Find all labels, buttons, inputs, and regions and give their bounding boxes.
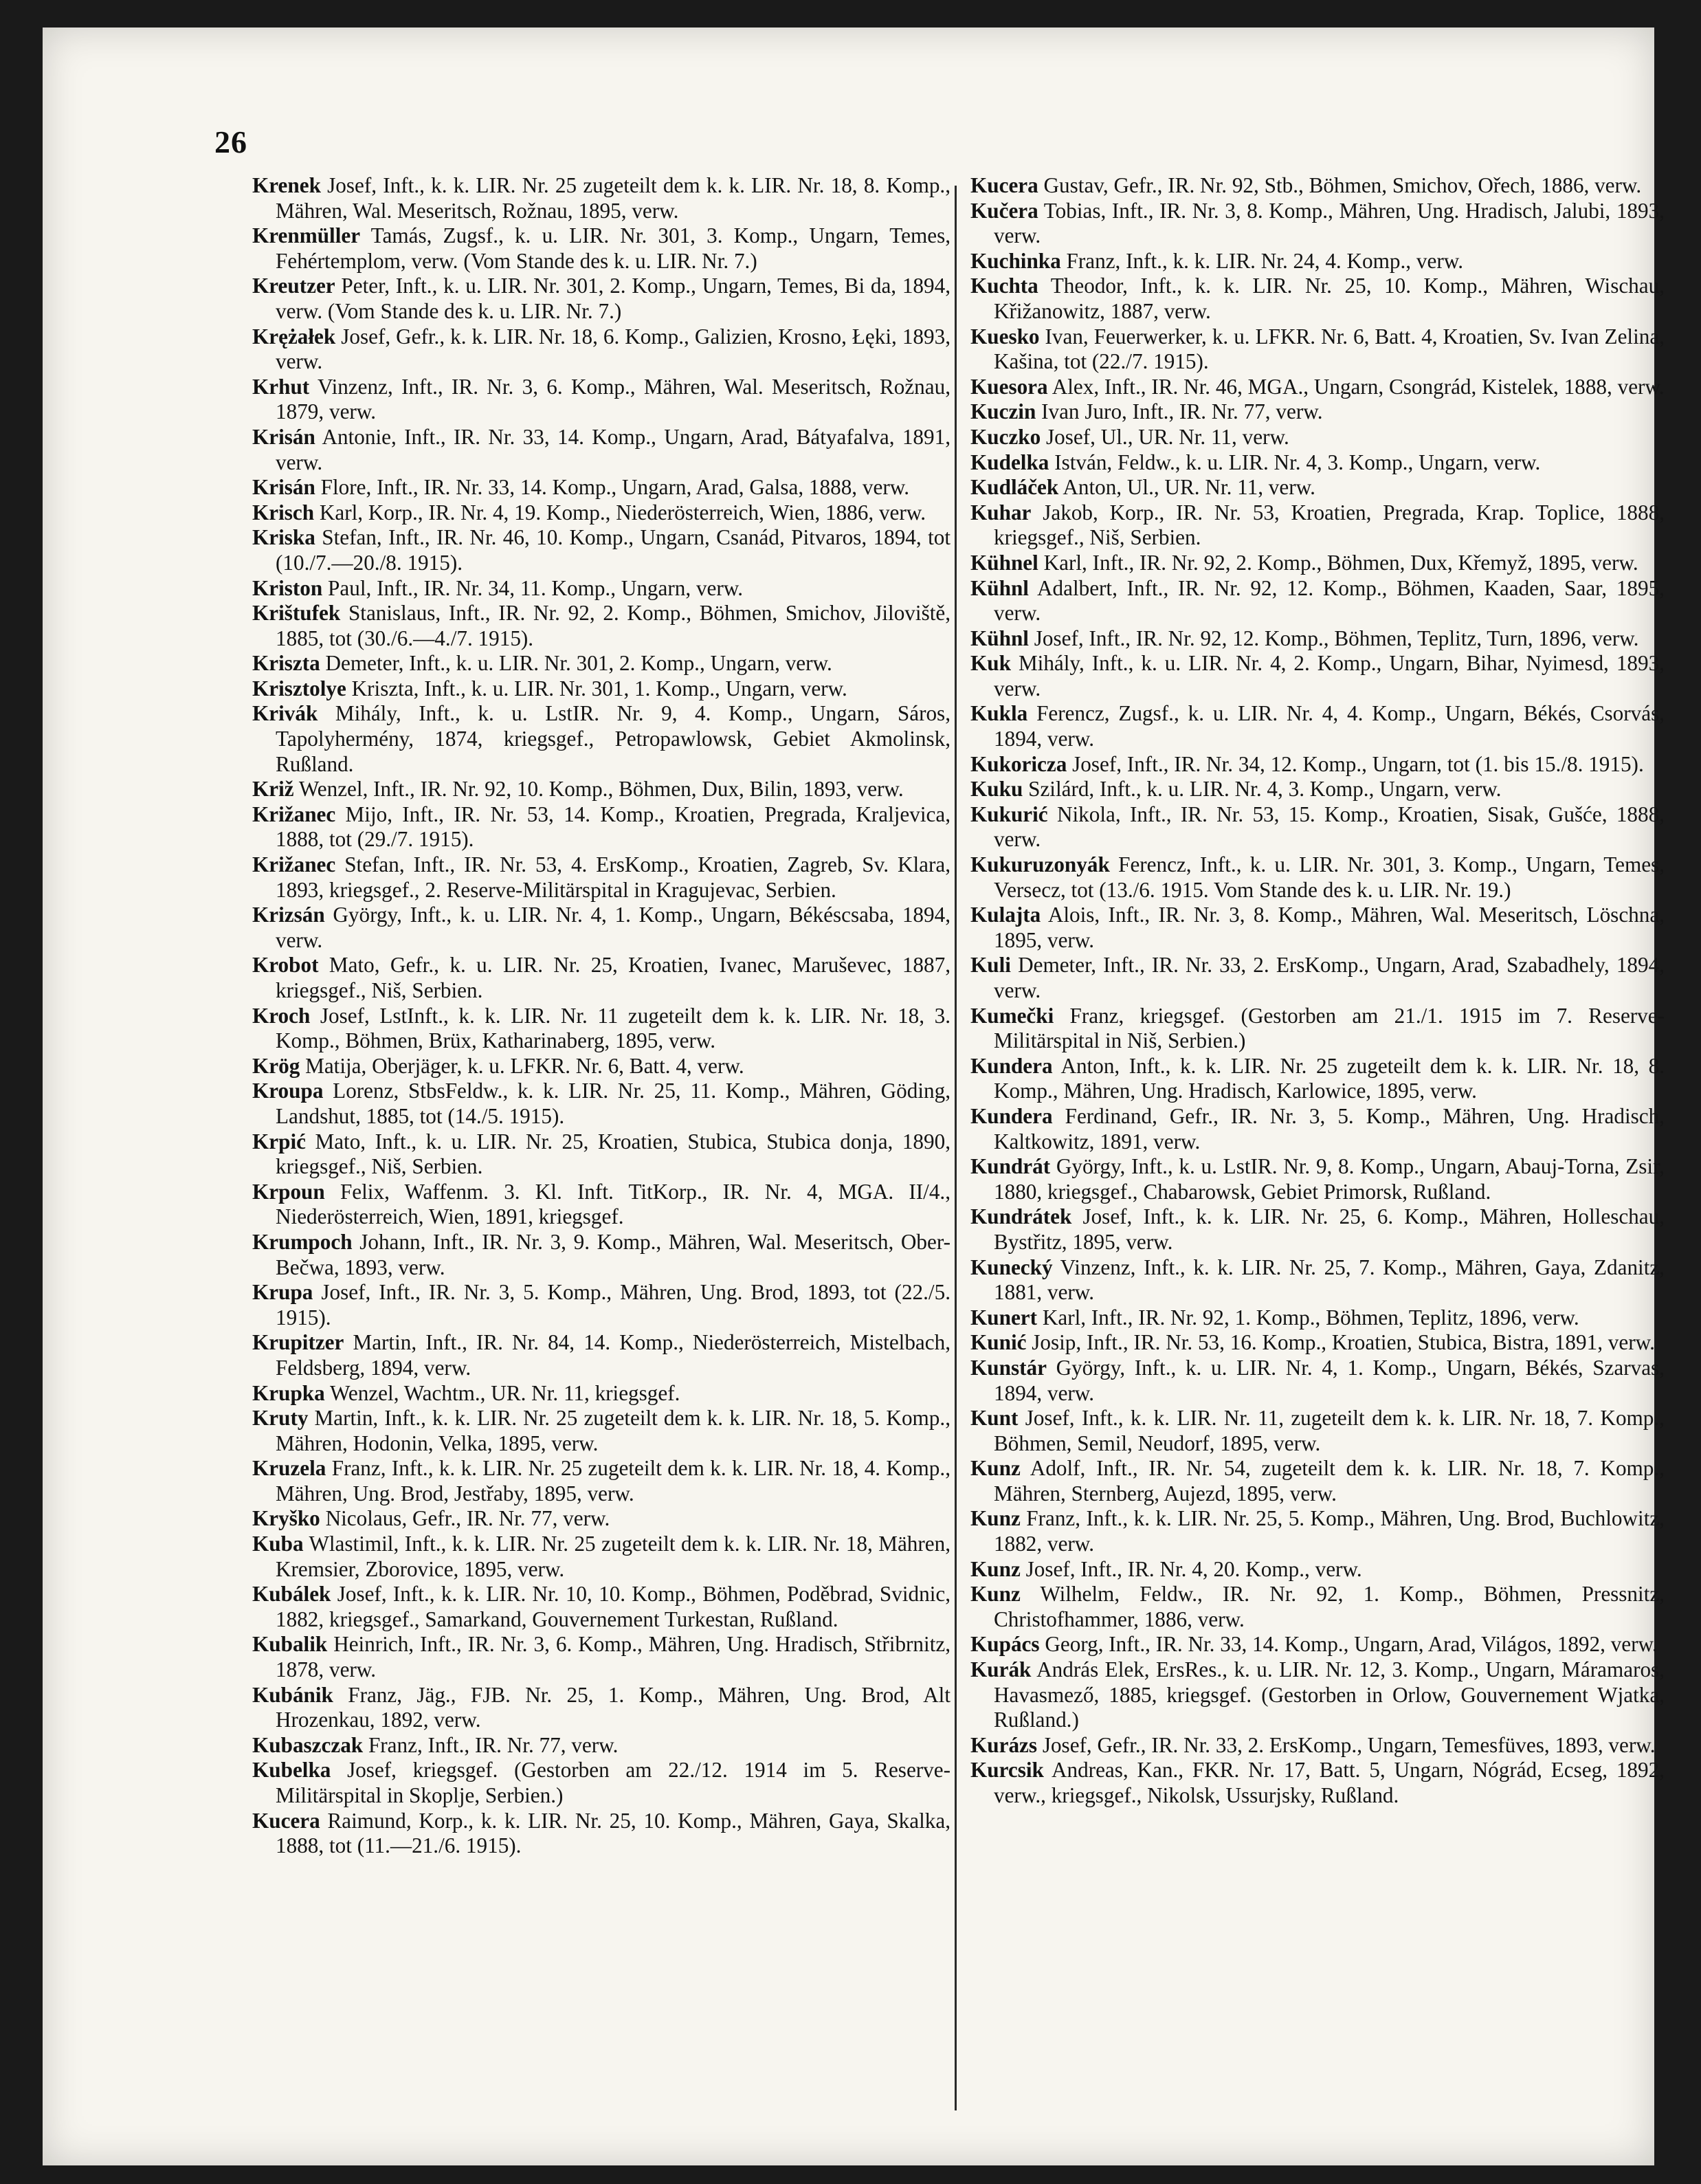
list-entry — [970, 626, 1665, 652]
left-column — [252, 173, 950, 1859]
entry-details: Josef, Inft., k. k. LIR. Nr. 11, zugeteilt dem k. k. LIR. Nr. 18, 7. Komp., Böhmen, Semil, Neudorf, 1895, verw. — [994, 1406, 1665, 1455]
entry-details: Martin, Inft., IR. Nr. 84, 14. Komp., Niederösterreich, Mistelbach, Feldsberg, 1894, verw. — [276, 1330, 950, 1380]
entry-surname: Kunz — [970, 1582, 1021, 1607]
entry-details: Paul, Inft., IR. Nr. 34, 11. Komp., Ungarn, verw. — [328, 575, 744, 600]
entry-surname: Krupitzer — [252, 1330, 344, 1355]
entry-details: Wilhelm, Feldw., IR. Nr. 92, 1. Komp., Böhmen, Pressnitz, Christofhammer, 1886, verw. — [994, 1582, 1665, 1631]
entry-details: Ferdinand, Gefr., IR. Nr. 3, 5. Komp., Mähren, Ung. Hradisch, Kaltkowitz, 1891, verw. — [994, 1103, 1665, 1154]
list-entry — [970, 450, 1665, 476]
entry-surname: Kreutzer — [252, 274, 335, 298]
list-entry — [970, 1406, 1665, 1456]
list-entry — [970, 903, 1665, 953]
entry-details: Nicolaus, Gefr., IR. Nr. 77, verw. — [325, 1506, 610, 1531]
entry-details: Matija, Oberjäger, k. u. LFKR. Nr. 6, Batt. 4, verw. — [305, 1053, 744, 1078]
entry-surname: Kukuruzonyák — [970, 852, 1110, 877]
entry-surname: Kukoricza — [970, 751, 1067, 776]
entry-details: Raimund, Korp., k. k. LIR. Nr. 25, 10. Komp., Mähren, Gaya, Skalka, 1888, tot (11.—21./6. 1915). — [276, 1808, 951, 1858]
entry-surname: Kučera — [970, 198, 1038, 223]
list-entry — [252, 852, 950, 903]
list-entry — [252, 1230, 950, 1280]
list-entry — [970, 852, 1665, 903]
list-entry — [252, 1079, 950, 1129]
entry-details: Theodor, Inft., k. k. LIR. Nr. 25, 10. Komp., Mähren, Wischau, Křižanowitz, 1887, verw. — [994, 274, 1665, 323]
entry-surname: Krisán — [252, 424, 315, 449]
entry-details: Ivan Juro, Inft., IR. Nr. 77, verw. — [1041, 399, 1323, 424]
entry-details: Martin, Inft., k. k. LIR. Nr. 25 zugeteilt dem k. k. LIR. Nr. 18, 5. Komp., Mähren, Hodonin, Velka, 1895, verw. — [276, 1406, 950, 1455]
entry-details: Szilárd, Inft., k. u. LIR. Nr. 4, 3. Komp., Ungarn, verw. — [1028, 777, 1502, 802]
entry-surname: Krpoun — [252, 1179, 325, 1204]
entry-details: Mato, Gefr., k. u. LIR. Nr. 25, Kroatien, Ivanec, Maruševec, 1887, kriegsgef., Niš, Serbien. — [276, 953, 951, 1002]
entry-surname: Krisztolye — [252, 676, 346, 701]
list-entry — [970, 1632, 1665, 1657]
entry-details: Mihály, Inft., k. u. LstIR. Nr. 9, 4. Komp., Ungarn, Sáros, Tapolyhermény, 1874, kriegsgef., Petropawlowsk, Gebiet Akmolinsk, Rußland. — [276, 701, 950, 776]
entry-surname: Kubalik — [252, 1632, 328, 1657]
entry-details: István, Feldw., k. u. LIR. Nr. 4, 3. Komp., Ungarn, verw. — [1054, 450, 1541, 474]
entry-details: Josef, Inft., IR. Nr. 92, 12. Komp., Böhmen, Teplitz, Turn, 1896, verw. — [1034, 626, 1639, 650]
list-entry — [252, 525, 950, 575]
list-entry — [970, 199, 1665, 249]
entry-surname: Krenek — [252, 173, 321, 197]
entry-details: Jakob, Korp., IR. Nr. 53, Kroatien, Pregrada, Krap. Toplice, 1888, kriegsgef., Niš, Serbien. — [994, 500, 1665, 550]
entry-surname: Kriston — [252, 575, 323, 600]
entry-surname: Krpić — [252, 1129, 306, 1154]
entry-details: Adalbert, Inft., IR. Nr. 92, 12. Komp., Böhmen, Kaaden, Saar, 1895, verw. — [994, 575, 1665, 626]
entry-details: Franz, kriegsgef. (Gestorben am 21./1. 1915 im 7. Reserve-Militärspital in Niš, Serbien.) — [994, 1003, 1665, 1053]
entry-surname: Kukla — [970, 701, 1028, 726]
page-number: 26 — [214, 124, 247, 159]
entry-details: Mijo, Inft., IR. Nr. 53, 14. Komp., Kroatien, Pregrada, Kraljevica, 1888, tot (29./7. 1915). — [276, 802, 951, 852]
list-entry — [252, 953, 950, 1003]
list-entry — [252, 425, 950, 475]
entry-details: Nikola, Inft., IR. Nr. 53, 15. Komp., Kroatien, Sisak, Gušće, 1888, verw. — [994, 802, 1665, 852]
list-entry — [970, 399, 1665, 425]
entry-surname: Kuesko — [970, 324, 1040, 349]
entry-surname: Križ — [252, 777, 294, 802]
list-entry — [252, 802, 950, 852]
list-entry — [970, 1154, 1665, 1204]
list-entry — [252, 1004, 950, 1054]
list-entry — [970, 576, 1665, 626]
entry-details: Josef, kriegsgef. (Gestorben am 22./12. 1914 im 5. Reserve-Militärspital in Skoplje, Serbien.) — [276, 1758, 950, 1807]
list-entry — [252, 375, 950, 425]
entry-details: Demeter, Inft., k. u. LIR. Nr. 301, 2. Komp., Ungarn, verw. — [325, 651, 832, 676]
entry-surname: Kuku — [970, 777, 1023, 802]
entry-details: Stanislaus, Inft., IR. Nr. 92, 2. Komp., Böhmen, Smichov, Jiloviště, 1885, tot (30./6.—4./7. 1915). — [276, 601, 951, 650]
entry-surname: Krisch — [252, 500, 315, 525]
list-entry — [970, 1733, 1665, 1758]
list-entry — [970, 1506, 1665, 1556]
list-entry — [970, 500, 1665, 551]
list-entry — [970, 651, 1665, 701]
entry-surname: Kucera — [252, 1808, 320, 1833]
entry-details: Wlastimil, Inft., k. k. LIR. Nr. 25 zugeteilt dem k. k. LIR. Nr. 18, Mähren, Kremsier, Zborovice, 1895, verw. — [276, 1532, 951, 1581]
entry-details: Wenzel, Wachtm., UR. Nr. 11, kriegsgef. — [329, 1380, 680, 1405]
entry-surname: Kundera — [970, 1053, 1053, 1078]
entry-surname: Krupa — [252, 1280, 313, 1305]
entry-details: Tobias, Inft., IR. Nr. 3, 8. Komp., Mähren, Ung. Hradisch, Jalubi, 1893, verw. — [994, 198, 1665, 248]
entry-details: Josip, Inft., IR. Nr. 53, 16. Komp., Kroatien, Stubica, Bistra, 1891, verw. — [1032, 1330, 1655, 1355]
list-entry — [252, 777, 950, 802]
entry-surname: Kriska — [252, 525, 315, 550]
entry-details: György, Inft., k. u. LstIR. Nr. 9, 8. Komp., Ungarn, Abauj-Torna, Zsir, 1880, kriegsgef., Chabarowsk, Gebiet Primorsk, Rußland. — [994, 1154, 1665, 1204]
entry-surname: Kuhar — [970, 500, 1032, 525]
list-entry — [970, 1255, 1665, 1305]
entry-details: Felix, Waffenm. 3. Kl. Inft. TitKorp., IR. Nr. 4, MGA. II/4., Niederösterreich, Wien, 1891, kriegsgef. — [276, 1179, 951, 1229]
list-entry — [252, 1406, 950, 1456]
entry-details: Franz, Inft., k. k. LIR. Nr. 24, 4. Komp., verw. — [1066, 248, 1464, 273]
entry-details: Anton, Ul., UR. Nr. 11, verw. — [1063, 475, 1315, 500]
entry-details: György, Inft., k. u. LIR. Nr. 4, 1. Komp., Ungarn, Békéscsaba, 1894, verw. — [276, 903, 951, 952]
entry-details: Ferencz, Zugsf., k. u. LIR. Nr. 4, 4. Komp., Ungarn, Békés, Csorvás, 1894, verw. — [994, 701, 1665, 751]
entry-details: Stefan, Inft., IR. Nr. 46, 10. Komp., Ungarn, Csanád, Pitvaros, 1894, tot (10./7.—20./8. 1915). — [276, 525, 950, 575]
list-entry — [970, 777, 1665, 802]
list-entry — [970, 1657, 1665, 1733]
entry-surname: Kuchta — [970, 274, 1038, 298]
entry-details: Josef, Inft., IR. Nr. 34, 12. Komp., Ungarn, tot (1. bis 15./8. 1915). — [1072, 751, 1644, 776]
entry-surname: Kunz — [970, 1506, 1021, 1531]
list-entry — [970, 1004, 1665, 1054]
entry-details: Kriszta, Inft., k. u. LIR. Nr. 301, 1. Komp., Ungarn, verw. — [351, 676, 847, 701]
entry-surname: Kunt — [970, 1406, 1019, 1431]
entry-details: Mato, Inft., k. u. LIR. Nr. 25, Kroatien, Stubica, Stubica donja, 1890, kriegsgef., Niš, Serbien. — [276, 1129, 951, 1179]
list-entry — [970, 324, 1665, 375]
entry-details: Peter, Inft., k. u. LIR. Nr. 301, 2. Komp., Ungarn, Temes, Bi da, 1894, verw. (Vom Stande des k. u. LIR. Nr. 7.) — [276, 274, 950, 323]
column-divider — [955, 186, 957, 2110]
entry-details: Josef, Inft., k. k. LIR. Nr. 10, 10. Komp., Böhmen, Poděbrad, Svidnic, 1882, kriegsgef., Samarkand, Gouvernement Turkestan, Rußland. — [276, 1582, 951, 1631]
entry-details: Ivan, Feuerwerker, k. u. LFKR. Nr. 6, Batt. 4, Kroatien, Sv. Ivan Zelina, Kašina, tot (22./7. 1915). — [994, 324, 1665, 374]
list-entry — [252, 1632, 950, 1682]
entry-details: Mihály, Inft., k. u. LIR. Nr. 4, 2. Komp., Ungarn, Bihar, Nyimesd, 1893, verw. — [994, 651, 1665, 701]
list-entry — [252, 1280, 950, 1330]
entry-surname: Kulajta — [970, 903, 1041, 927]
entry-surname: Kuczin — [970, 399, 1036, 424]
list-entry — [970, 1054, 1665, 1104]
entry-details: Demeter, Inft., IR. Nr. 33, 2. ErsKomp., Ungarn, Arad, Szabadhely, 1894, verw. — [994, 953, 1665, 1002]
list-entry — [252, 1683, 950, 1733]
entry-surname: Kuk — [970, 651, 1011, 676]
entry-surname: Krivák — [252, 701, 318, 726]
list-entry — [970, 1582, 1665, 1632]
entry-details: Franz, Jäg., FJB. Nr. 25, 1. Komp., Mähren, Ung. Brod, Alt Hrozenkau, 1892, verw. — [276, 1682, 951, 1732]
entry-details: Heinrich, Inft., IR. Nr. 3, 6. Komp., Mähren, Ung. Hradisch, Střibrnitz, 1878, verw. — [276, 1632, 950, 1682]
entry-details: Ferencz, Inft., k. u. LIR. Nr. 301, 3. Komp., Ungarn, Temes, Versecz, tot (13./6. 1915. Vom Stande des k. u. LIR. Nr. 19.) — [994, 852, 1665, 902]
list-entry — [252, 1809, 950, 1859]
list-entry — [252, 701, 950, 777]
entry-surname: Kunecký — [970, 1255, 1053, 1279]
entry-surname: Kubelka — [252, 1758, 331, 1783]
entry-surname: Kundrátek — [970, 1204, 1072, 1229]
entry-surname: Krobot — [252, 953, 319, 978]
list-entry — [970, 475, 1665, 500]
entry-details: György, Inft., k. u. LIR. Nr. 4, 1. Komp., Ungarn, Békés, Szarvas, 1894, verw. — [994, 1355, 1665, 1405]
list-entry — [252, 1381, 950, 1407]
list-entry — [970, 551, 1665, 576]
entry-surname: Kroch — [252, 1003, 311, 1028]
entry-surname: Križanec — [252, 802, 336, 826]
entry-details: Wenzel, Inft., IR. Nr. 92, 10. Komp., Böhmen, Dux, Bilin, 1893, verw. — [298, 777, 904, 802]
list-entry — [252, 903, 950, 953]
list-entry — [252, 173, 950, 223]
list-entry — [252, 1506, 950, 1532]
entry-surname: Kuli — [970, 953, 1011, 978]
entry-surname: Kunz — [970, 1556, 1021, 1581]
entry-details: Vinzenz, Inft., k. k. LIR. Nr. 25, 7. Komp., Mähren, Gaya, Zdanitz, 1881, verw. — [994, 1255, 1665, 1305]
entry-details: Alois, Inft., IR. Nr. 3, 8. Komp., Mähren, Wal. Meseritsch, Löschna, 1895, verw. — [994, 903, 1665, 952]
list-entry — [970, 1104, 1665, 1154]
entry-surname: Kubálek — [252, 1582, 331, 1607]
entry-surname: Kuczko — [970, 424, 1041, 449]
entry-surname: Kundrát — [970, 1154, 1051, 1179]
list-entry — [252, 1733, 950, 1758]
entry-surname: Kurák — [970, 1657, 1032, 1682]
entry-details: Tamás, Zugsf., k. u. LIR. Nr. 301, 3. Komp., Ungarn, Temes, Fehértemplom, verw. (Vom Stande des k. u. LIR. Nr. 7.) — [276, 223, 950, 273]
entry-surname: Kunstár — [970, 1355, 1047, 1380]
list-entry — [252, 274, 950, 324]
list-entry — [970, 953, 1665, 1003]
entry-surname: Krumpoch — [252, 1229, 353, 1254]
list-entry — [970, 1305, 1665, 1331]
entry-surname: Krög — [252, 1053, 300, 1078]
list-entry — [970, 1330, 1665, 1356]
entry-surname: Kruzela — [252, 1456, 326, 1481]
entry-surname: Kunert — [970, 1305, 1038, 1330]
entry-surname: Kubánik — [252, 1682, 333, 1707]
entry-surname: Krenmüller — [252, 223, 361, 248]
list-entry — [252, 1758, 950, 1808]
entry-details: Andreas, Kan., FKR. Nr. 17, Batt. 5, Ungarn, Nógrád, Ecseg, 1892, verw., kriegsgef., Nikolsk, Ussurjsky, Rußland. — [994, 1758, 1665, 1807]
list-entry — [252, 1582, 950, 1632]
document-page — [43, 27, 1665, 2165]
entry-surname: Krhut — [252, 374, 310, 399]
entry-details: Stefan, Inft., IR. Nr. 53, 4. ErsKomp., Kroatien, Zagreb, Sv. Klara, 1893, kriegsgef., 2. Reserve-Militärspital in Kragujevac, Serbien. — [276, 852, 950, 902]
list-entry — [970, 1758, 1665, 1808]
entry-surname: Krištufek — [252, 601, 341, 626]
entry-surname: Kruty — [252, 1406, 309, 1431]
entry-surname: Kühnl — [970, 626, 1029, 650]
entry-details: Alex, Inft., IR. Nr. 46, MGA., Ungarn, Csongrád, Kistelek, 1888, verw. — [1052, 374, 1665, 399]
entry-surname: Križanec — [252, 852, 336, 877]
entry-surname: Kühnel — [970, 550, 1038, 575]
entry-surname: Kubaszczak — [252, 1732, 364, 1757]
list-entry — [252, 651, 950, 676]
entry-surname: Kryško — [252, 1506, 320, 1531]
list-entry — [970, 1356, 1665, 1406]
entry-details: Franz, Inft., k. k. LIR. Nr. 25, 5. Komp., Mähren, Ung. Brod, Buchlowitz, 1882, verw. — [994, 1506, 1665, 1556]
entry-surname: Kudláček — [970, 475, 1059, 500]
entry-details: Franz, Inft., IR. Nr. 77, verw. — [368, 1732, 619, 1757]
entry-details: András Elek, ErsRes., k. u. LIR. Nr. 12, 3. Komp., Ungarn, Máramaros, Havasmező, 1885, kriegsgef. (Gestorben in Orlow, Gouvernement Wjatka, Rußland.) — [994, 1657, 1665, 1732]
entry-surname: Kuchinka — [970, 248, 1061, 273]
entry-surname: Kühnl — [970, 575, 1029, 600]
entry-surname: Kunić — [970, 1330, 1027, 1355]
list-entry — [970, 375, 1665, 400]
entry-surname: Kucera — [970, 173, 1038, 197]
entry-details: Josef, Inft., k. k. LIR. Nr. 25, 6. Komp., Mähren, Holleschau, Bystřitz, 1895, verw. — [994, 1204, 1665, 1254]
entry-surname: Kurcsik — [970, 1758, 1044, 1783]
list-entry — [252, 1532, 950, 1582]
entry-surname: Kukurić — [970, 802, 1048, 826]
entry-surname: Kundera — [970, 1103, 1053, 1128]
list-entry — [252, 500, 950, 526]
list-entry — [252, 1330, 950, 1380]
entry-surname: Krizsán — [252, 903, 325, 927]
entry-surname: Kuba — [252, 1532, 304, 1556]
list-entry — [252, 1129, 950, 1180]
entry-details: Flore, Inft., IR. Nr. 33, 14. Komp., Ungarn, Arad, Galsa, 1888, verw. — [320, 475, 910, 500]
entry-surname: Kumečki — [970, 1003, 1054, 1028]
entry-details: Vinzenz, Inft., IR. Nr. 3, 6. Komp., Mähren, Wal. Meseritsch, Rožnau, 1879, verw. — [276, 374, 950, 424]
entry-details: Lorenz, StbsFeldw., k. k. LIR. Nr. 25, 11. Komp., Mähren, Göding, Landshut, 1885, tot (14./5. 1915). — [276, 1079, 951, 1128]
entry-details: Karl, Korp., IR. Nr. 4, 19. Komp., Niederösterreich, Wien, 1886, verw. — [319, 500, 926, 525]
list-entry — [970, 249, 1665, 274]
entry-surname: Kroupa — [252, 1079, 324, 1103]
entry-surname: Krupka — [252, 1380, 325, 1405]
list-entry — [970, 425, 1665, 450]
entry-surname: Kriszta — [252, 651, 320, 676]
entry-surname: Kurázs — [970, 1732, 1038, 1757]
entry-details: Josef, LstInft., k. k. LIR. Nr. 11 zugeteilt dem k. k. LIR. Nr. 18, 3. Komp., Böhmen, Brüx, Katharinaberg, 1895, verw. — [276, 1003, 951, 1053]
entry-surname: Krisán — [252, 475, 315, 500]
right-column — [970, 173, 1665, 1809]
list-entry — [252, 676, 950, 702]
list-entry — [252, 601, 950, 651]
entry-details: Gustav, Gefr., IR. Nr. 92, Stb., Böhmen, Smichov, Ořech, 1886, verw. — [1043, 173, 1642, 197]
entry-surname: Kudelka — [970, 450, 1049, 474]
entry-surname: Kuesora — [970, 374, 1048, 399]
entry-details: Josef, Inft., k. k. LIR. Nr. 25 zugeteilt dem k. k. LIR. Nr. 18, 8. Komp., Mähren, Wal. Meseritsch, Rožnau, 1895, verw. — [276, 173, 951, 223]
entry-details: Josef, Ul., UR. Nr. 11, verw. — [1046, 424, 1289, 449]
entry-surname: Kunz — [970, 1456, 1021, 1481]
list-entry — [252, 1054, 950, 1079]
entry-details: Adolf, Inft., IR. Nr. 54, zugeteilt dem k. k. LIR. Nr. 18, 7. Komp., Mähren, Sternberg, Aujezd, 1895, verw. — [994, 1456, 1665, 1505]
list-entry — [252, 576, 950, 602]
list-entry — [970, 802, 1665, 852]
entry-surname: Krężałek — [252, 324, 336, 349]
list-entry — [252, 324, 950, 375]
entry-details: Johann, Inft., IR. Nr. 3, 9. Komp., Mähren, Wal. Meseritsch, Ober-Bečwa, 1893, verw. — [276, 1229, 951, 1279]
entry-details: Antonie, Inft., IR. Nr. 33, 14. Komp., Ungarn, Arad, Bátyafalva, 1891, verw. — [276, 424, 950, 474]
list-entry — [970, 1557, 1665, 1582]
entry-details: Josef, Gefr., k. k. LIR. Nr. 18, 6. Komp., Galizien, Krosno, Łęki, 1893, verw. — [276, 324, 950, 374]
list-entry — [252, 1180, 950, 1230]
list-entry — [252, 223, 950, 274]
entry-details: Josef, Inft., IR. Nr. 3, 5. Komp., Mähren, Ung. Brod, 1893, tot (22./5. 1915). — [276, 1280, 950, 1330]
list-entry — [970, 752, 1665, 777]
entry-surname: Kupács — [970, 1632, 1040, 1657]
entry-details: Josef, Gefr., IR. Nr. 33, 2. ErsKomp., Ungarn, Temesfüves, 1893, verw. — [1042, 1732, 1656, 1757]
list-entry — [970, 1456, 1665, 1506]
list-entry — [252, 475, 950, 500]
list-entry — [252, 1456, 950, 1506]
entry-details: Franz, Inft., k. k. LIR. Nr. 25 zugeteilt dem k. k. LIR. Nr. 18, 4. Komp., Mähren, Ung. Brod, Jestřaby, 1895, verw. — [276, 1456, 950, 1505]
entry-details: Georg, Inft., IR. Nr. 33, 14. Komp., Ungarn, Arad, Világos, 1892, verw. — [1045, 1632, 1658, 1657]
list-entry — [970, 701, 1665, 751]
entry-details: Karl, Inft., IR. Nr. 92, 1. Komp., Böhmen, Teplitz, 1896, verw. — [1042, 1305, 1579, 1330]
entry-details: Josef, Inft., IR. Nr. 4, 20. Komp., verw. — [1025, 1556, 1362, 1581]
entry-details: Karl, Inft., IR. Nr. 92, 2. Komp., Böhmen, Dux, Křemyž, 1895, verw. — [1043, 550, 1638, 575]
list-entry — [970, 173, 1665, 199]
entry-details: Anton, Inft., k. k. LIR. Nr. 25 zugeteilt dem k. k. LIR. Nr. 18, 8. Komp., Mähren, Ung. Hradisch, Karlowice, 1895, verw. — [994, 1053, 1665, 1103]
list-entry — [970, 1204, 1665, 1255]
list-entry — [970, 274, 1665, 324]
